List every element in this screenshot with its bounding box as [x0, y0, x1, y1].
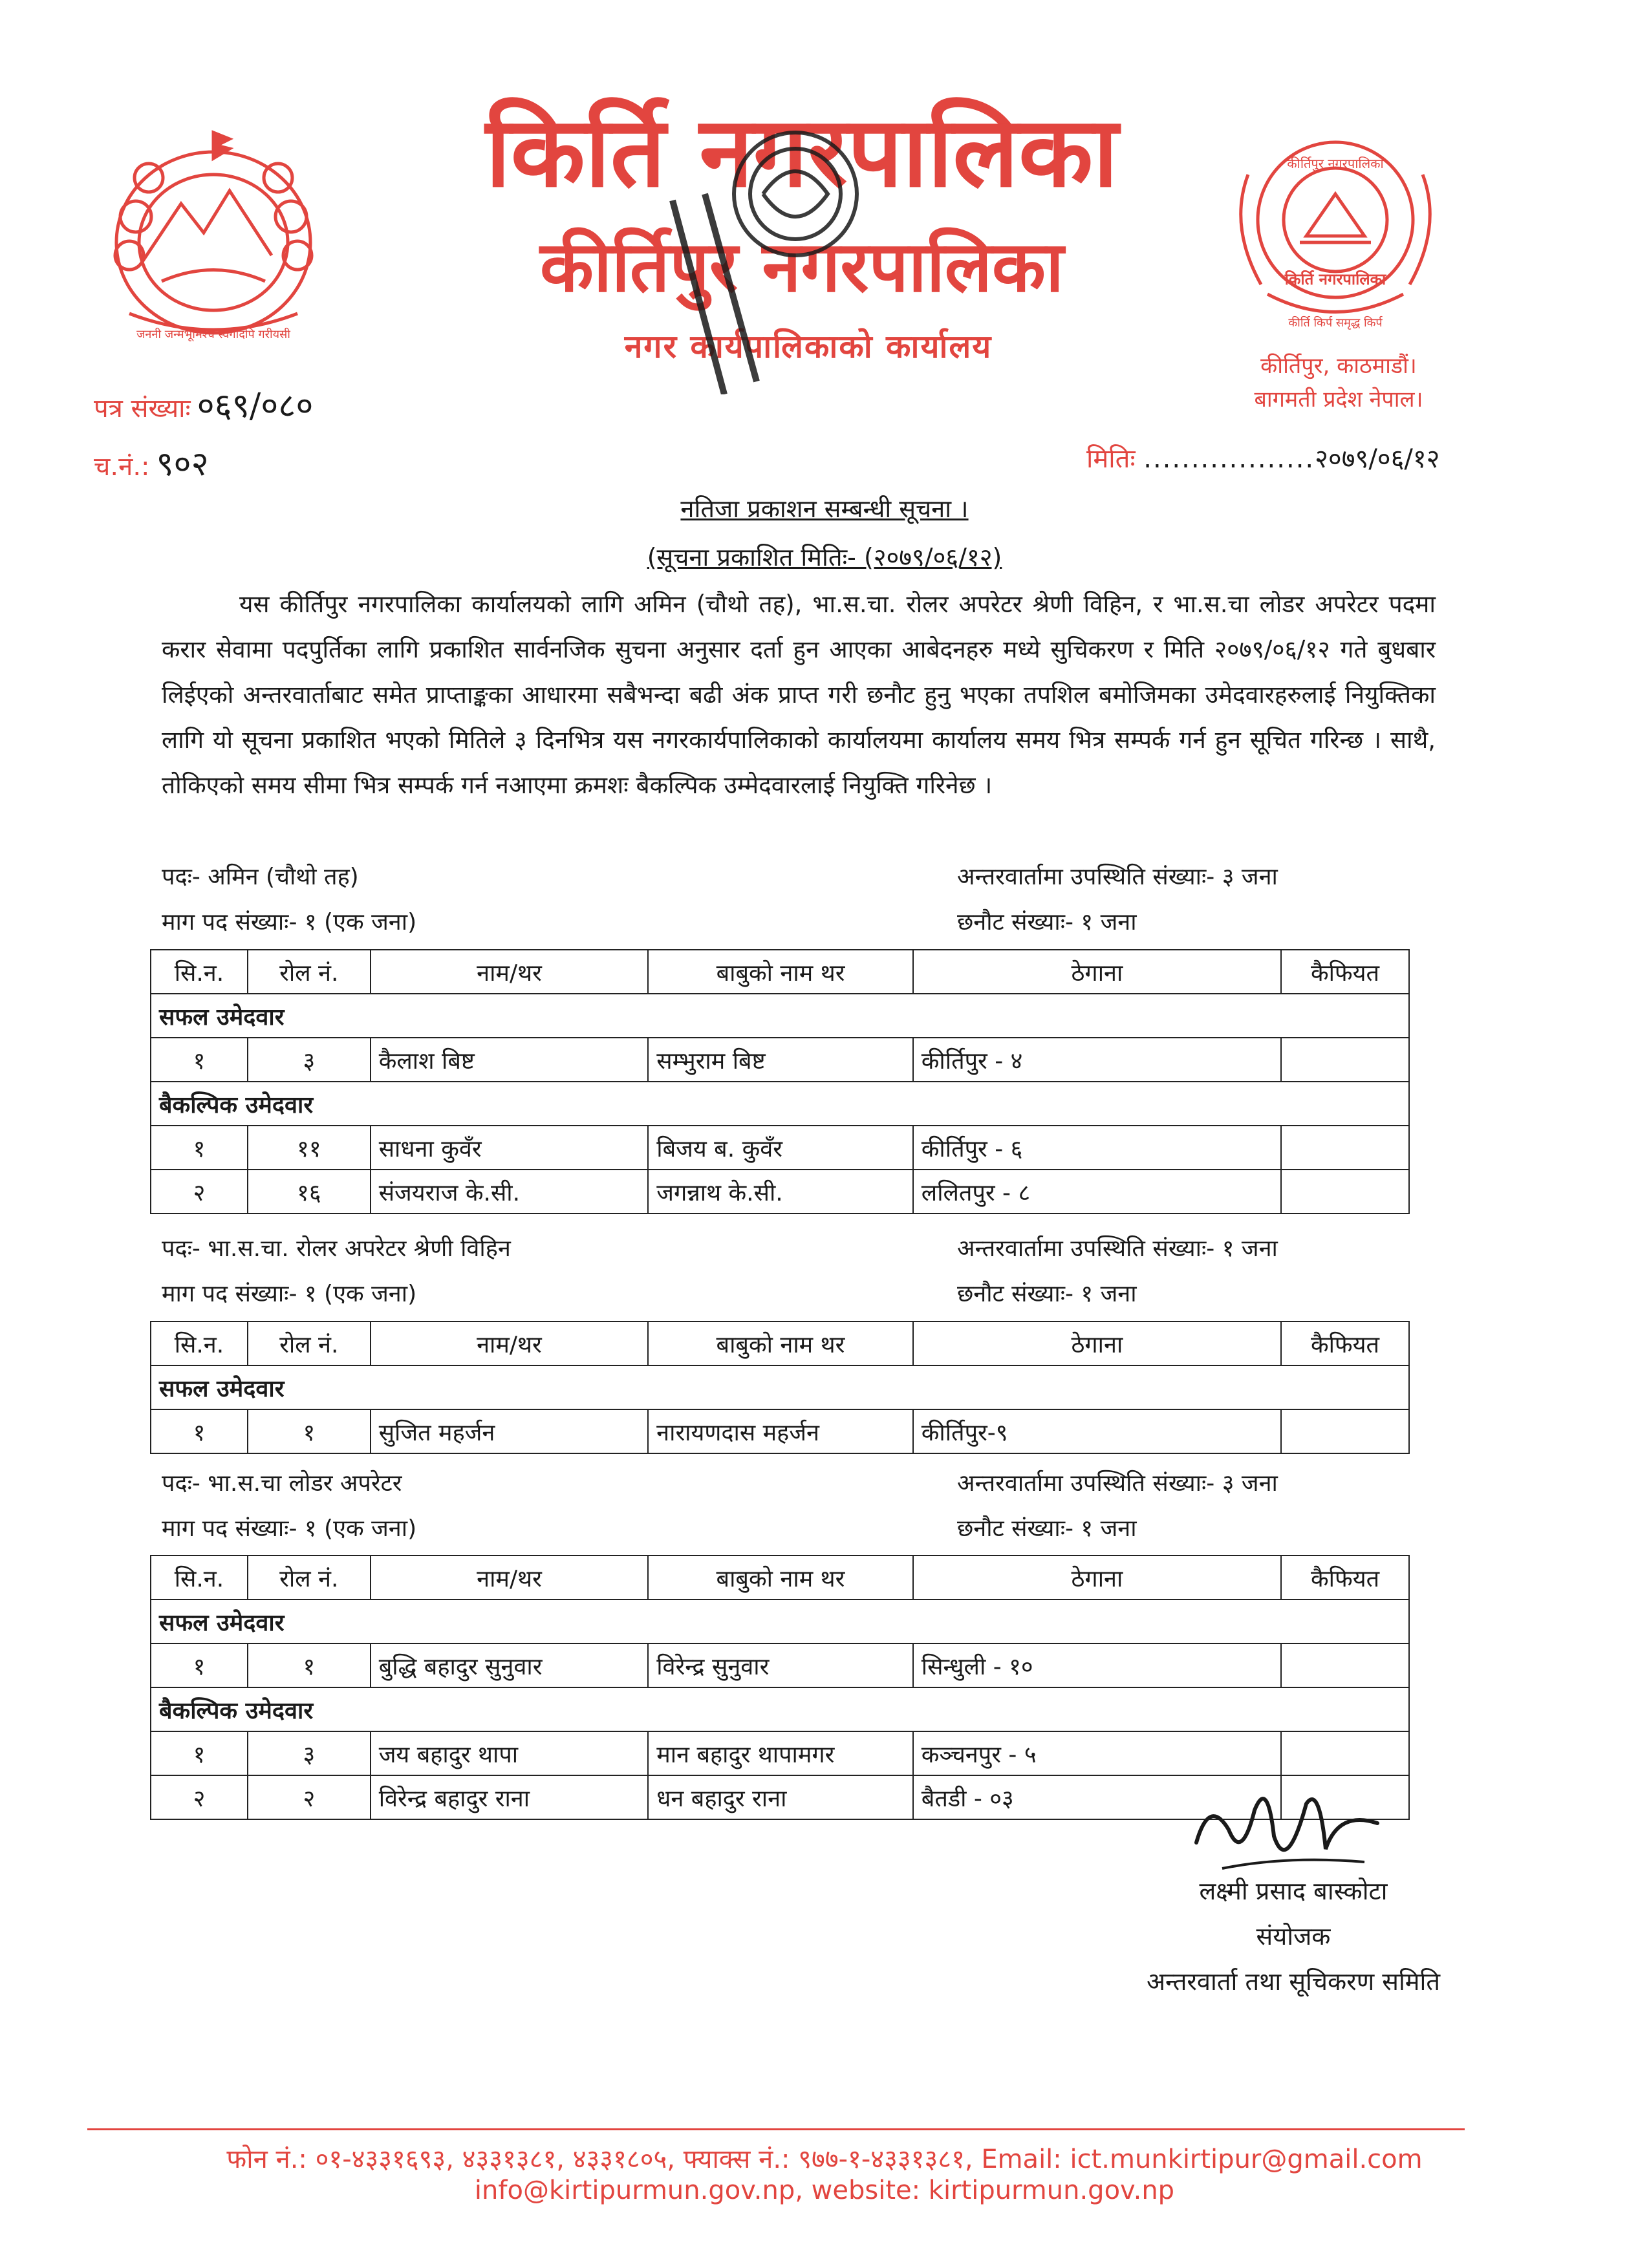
municipality-title-main: किर्ति नगरपालिका: [485, 95, 1119, 209]
signatory-block: [1061, 1868, 1526, 2004]
col-sn: सि.न.: [151, 950, 248, 994]
col-father: बाबुको नाम थर: [648, 950, 913, 994]
dispatch-number: च.नं.: ९०२: [94, 445, 209, 484]
issue-date: मितिः ..................२०७९/०६/१२: [1086, 444, 1440, 474]
office-title: नगर कार्यपालिकाको कार्यालय: [624, 328, 993, 365]
table-row: १ १ बुद्धि बहादुर सुनुवार विरेन्द्र सुनुवार सिन्धुली - १०: [151, 1643, 1409, 1687]
footer-web-line: info@kirtipurmun.gov.np, website: kirtipurmun.gov.np: [474, 2176, 1175, 2205]
table-row: २ १६ संजयराज के.सी. जगन्नाथ के.सी. ललितपुर - ८: [151, 1170, 1409, 1214]
official-stamp-icon: [647, 123, 879, 394]
table-header-row: [151, 950, 1409, 994]
table-row: १ ३ जय बहादुर थापा मान बहादुर थापामगर कञ्चनपुर - ५: [151, 1731, 1409, 1775]
footer-contact-line: फोन नं.: ०१-४३३१६९३, ४३३१३८१, ४३३१८०५, फ्याक्स नं.: ९७७-१-४३३१३८१, Email: ict.munkirtipur@gmail.com: [226, 2145, 1423, 2174]
logo-bottom-text: कीर्ति किर्प समृद्ध किर्प: [1288, 316, 1383, 330]
section-3-count-row: माग पद संख्याः- १ (एक जना) छनौट संख्याः- १ जना: [162, 1515, 1137, 1542]
col-roll: रोल नं.: [248, 950, 371, 994]
table-row: २ २ विरेन्द्र बहादुर राना धन बहादुर राना बैतडी - ०३: [151, 1775, 1409, 1819]
section-1-table: [150, 949, 1410, 1214]
table-row: १ ११ साधना कुवँर बिजय ब. कुवँर कीर्तिपुर - ६: [151, 1126, 1409, 1170]
group-row: सफल उमेदवार: [151, 1365, 1409, 1409]
group-row: बैकल्पिक उमेदवार: [151, 1082, 1409, 1126]
section-1-post-row: पदः- अमिन (चौथो तह) अन्तरवार्तामा उपस्थिति संख्याः- ३ जना: [162, 864, 1278, 890]
group-row: बैकल्पिक उमेदवार: [151, 1687, 1409, 1731]
notice-published-date: (सूचना प्रकाशित मितिः- (२०७९/०६/१२): [647, 543, 1002, 572]
section-2-post-row: पदः- भा.स.चा. रोलर अपरेटर श्रेणी विहिन अन्तरवार्तामा उपस्थिति संख्याः- १ जना: [162, 1236, 1278, 1262]
notice-body: यस कीर्तिपुर नगरपालिका कार्यालयको लागि अमिन (चौथो तह), भा.स.चा. रोलर अपरेटर श्रेणी विहिन, र भा.स.चा लोडर अपरेटर पदमा करार सेवामा पदपुर्तिका लागि प्रकाशित सार्वनजिक सुचना अनुसार दर्ता हुन आएका आबेदनहरु मध्ये सुचिकरण र मिति २०७९/०६/१२ गते बुधबार लिईएको अन्तरवार्ताबाट समेत प्राप्ताङ्कका आधारमा सबैभन्दा बढी अंक प्राप्त गरी छनौट हुनु भएका तपशिल बमोजिमका उमेदवारहरुलाई नियुक्तिका लागि यो सूचना प्रकाशित भएको मितिले ३ दिनभित्र यस नगरकार्यपालिकाको कार्यालयमा कार्यालय समय भित्र सम्पर्क गर्न हुन सूचित गरिन्छ । साथै, तोकिएको समय सीमा भित्र सम्पर्क गर्न नआएमा क्रमशः बैकल्पिक उम्मेदवारलाई नियुक्ति गरिनेछ ।: [162, 590, 1436, 799]
signatory-committee: अन्तरवार्ता तथा सूचिकरण समिति: [1146, 1967, 1441, 1996]
municipality-title-sub: कीर्तिपुर नगरपालिका: [540, 227, 1064, 308]
col-name: नाम/थर: [371, 950, 649, 994]
notice-title: नतिजा प्रकाशन सम्बन्धी सूचना ।: [680, 495, 969, 523]
footer-divider: [87, 2128, 1465, 2130]
nepal-emblem-icon: [91, 120, 336, 352]
table-row: १ १ सुजित महर्जन नारायणदास महर्जन कीर्तिपुर-९: [151, 1409, 1409, 1453]
logo-top-text: कीर्तिपुर नगरपालिका: [1287, 156, 1384, 171]
section-2-count-row: माग पद संख्याः- १ (एक जना) छनौट संख्याः- १ जना: [162, 1281, 1137, 1307]
group-row: सफल उमेदवार: [151, 1599, 1409, 1643]
col-remark: कैफियत: [1281, 950, 1409, 994]
section-1-count-row: माग पद संख्याः- १ (एक जना) छनौट संख्याः- १ जना: [162, 909, 1137, 936]
table-row: १ ३ कैलाश बिष्ट सम्भुराम बिष्ट कीर्तिपुर - ४: [151, 1038, 1409, 1082]
section-2-table: [150, 1321, 1410, 1454]
letter-number: पत्र संख्याः ०६९/०८०: [94, 387, 314, 425]
section-3-post-row: पदः- भा.स.चा लोडर अपरेटर अन्तरवार्तामा उपस्थिति संख्याः- ३ जना: [162, 1470, 1278, 1497]
logo-mid-text: किर्ति नगरपालिका: [1284, 270, 1386, 288]
emblem-left-caption: जननी जन्मभूमिश्च स्वर्गादपि गरीयसी: [136, 328, 290, 341]
municipality-logo-icon: [1209, 123, 1461, 343]
signatory-name: लक्ष्मी प्रसाद बास्कोटा: [1199, 1877, 1388, 1905]
table-header-row: सि.न. रोल नं. नाम/थर बाबुको नाम थर ठेगाना कैफियत: [151, 1556, 1409, 1599]
office-address: कीर्तिपुर, काठमाडौं। बागमती प्रदेश नेपाल।: [1254, 353, 1423, 412]
col-address: ठेगाना: [913, 950, 1281, 994]
signatory-role: संयोजक: [1256, 1922, 1331, 1951]
table-header-row: सि.न. रोल नं. नाम/थर बाबुको नाम थर ठेगाना कैफियत: [151, 1321, 1409, 1365]
group-row: सफल उमेदवार: [151, 994, 1409, 1038]
